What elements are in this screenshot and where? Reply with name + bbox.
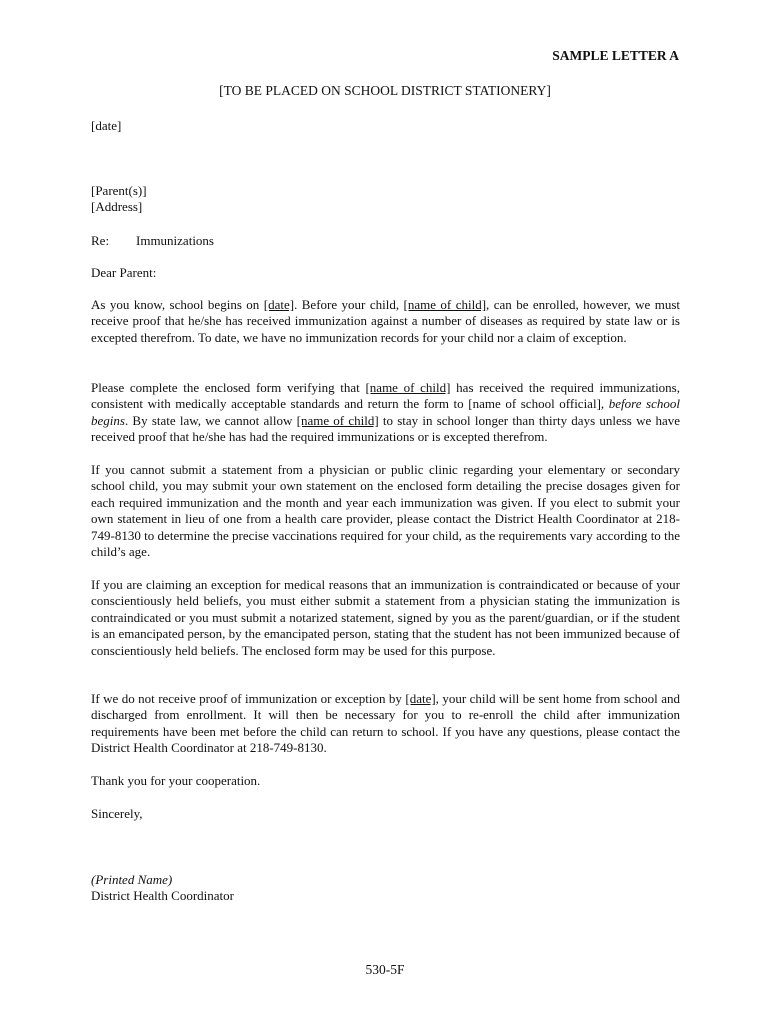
recipient-parents: [Parent(s)]: [91, 183, 147, 198]
closing: Sincerely,: [91, 806, 143, 821]
paragraph-5: If we do not receive proof of immunization or exception by [date], your child will be sent home from school and discharged from enrollment. It will then be necessary for you to re-enroll the child after immunization requirements have been met before the child can return to school. If you have any questions, please contact the District Health Coordinator at 218-749-8130.: [91, 691, 681, 756]
re-line: [91, 233, 214, 249]
emphasis-before-school: before school begins: [91, 396, 680, 428]
recipient-address: [Address]: [91, 199, 143, 214]
child-name-field: [name of child]: [365, 380, 451, 395]
stationery-note: [TO BE PLACED ON SCHOOL DISTRICT STATIONERY]: [219, 83, 551, 98]
printed-name: (Printed Name): [91, 872, 173, 887]
paragraph-1: As you know, school begins on [date]. Before your child, [name of child], can be enrolled, however, we must receive proof that he/she has received immunization against a number of diseases as required by state law or is excepted therefrom. To date, we have no immunization records for your child nor a claim of exception.: [91, 297, 680, 345]
date-field: [date]: [405, 691, 436, 706]
paragraph-4: If you are claiming an exception for medical reasons that an immunization is contraindicated or because of your conscientiously held beliefs, you must either submit a statement from a physician stating the immunization is contraindicated or you must submit a notarized statement, signed by you as the parent/guardian, or if the student is an emancipated person, by the emancipated person, stating that the student has not been immunized because of conscientiously held beliefs. The enclosed form may be used for this purpose.: [91, 577, 680, 658]
date-field: [date]: [263, 297, 295, 312]
re-subject: Immunizations: [136, 233, 214, 248]
paragraph-2: Please complete the enclosed form verifying that [name of child] has received the required immunizations, consistent with medically acceptable standards and return the form to [name of school official], before school begins. By state law, we cannot allow [name of child] to stay in school longer than thirty days unless we have received proof that he/she has had the required immunizations or is excepted therefrom.: [91, 380, 680, 445]
salutation: Dear Parent:: [91, 265, 157, 280]
re-label: Re:: [91, 233, 110, 248]
thanks-line: Thank you for your cooperation.: [91, 773, 261, 788]
date-placeholder: [date]: [91, 118, 122, 133]
child-name-field: [name of child]: [296, 412, 379, 428]
form-number: 530-5F: [365, 962, 405, 977]
child-name-field: [name of child]: [403, 297, 487, 312]
paragraph-3: If you cannot submit a statement from a physician or public clinic regarding your elementary or secondary school child, you may submit your own statement on the enclosed form detailing the precise dosages given for each required immunization and the month and year each immunization was given. If you elect to submit your own statement in lieu of one from a health care provider, please contact the District Health Coordinator at 218-749-8130 to determine the precise vaccinations required for your child, as the requirements vary according to the child’s age.: [91, 462, 680, 560]
signer-title: District Health Coordinator: [91, 888, 234, 903]
letter-title: SAMPLE LETTER A: [552, 48, 679, 63]
